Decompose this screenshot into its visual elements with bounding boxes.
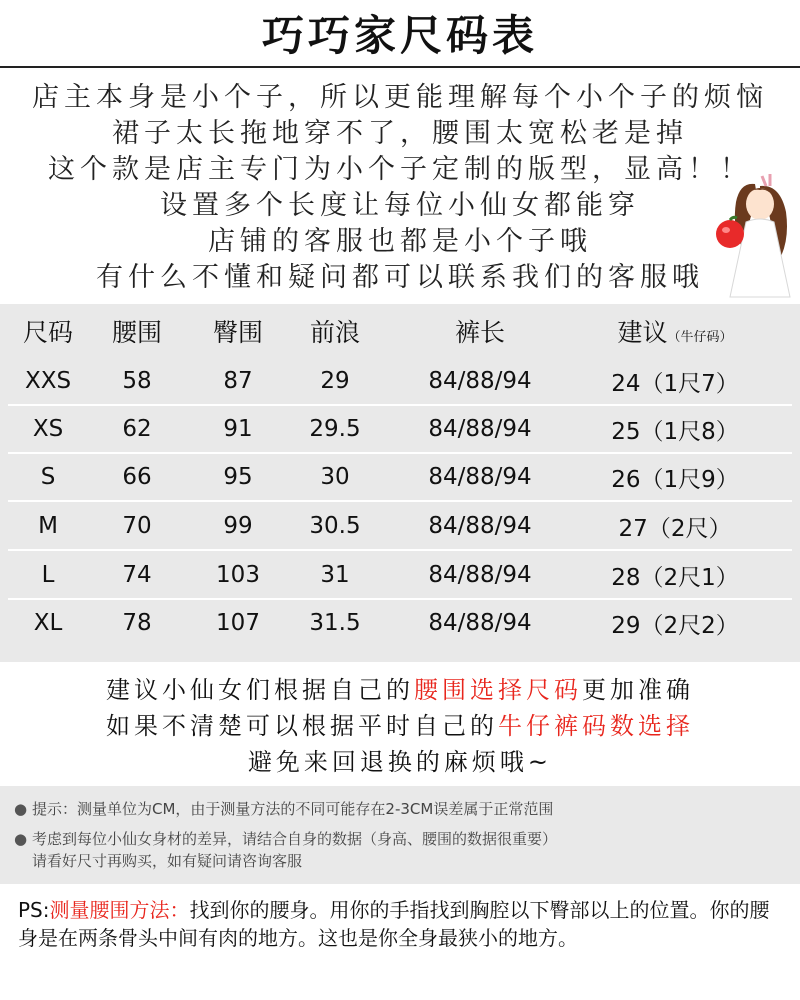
- cell-waist: 78: [122, 610, 152, 636]
- tips-panel: [0, 786, 800, 884]
- intro-text-block: [0, 72, 800, 300]
- intro-line: 裙子太长拖地穿不了，腰围太宽松老是掉: [112, 118, 688, 149]
- cell-suggestion: 29（2尺2）: [611, 612, 739, 639]
- tip-text: 请看好尺寸再购买，如有疑问请咨询客服: [32, 852, 303, 870]
- row-divider: [8, 404, 792, 406]
- ps-highlight: 测量腰围方法：: [49, 898, 190, 922]
- intro-line: 有什么不懂和疑问都可以联系我们的客服哦: [96, 262, 704, 293]
- cell-waist: 74: [122, 562, 152, 588]
- header-suggestion-hint: （牛仔码）: [667, 330, 733, 345]
- intro-line: 这个款是店主专门为小个子定制的版型，显高！！: [48, 154, 752, 185]
- cell-length: 84/88/94: [428, 368, 532, 394]
- cell-hip: 103: [216, 562, 260, 588]
- row-divider: [8, 500, 792, 502]
- cell-suggestion: 28（2尺1）: [611, 564, 739, 591]
- cell-waist: 62: [122, 416, 152, 442]
- size-table: [0, 304, 800, 662]
- tip-item: [32, 850, 772, 872]
- cell-hip: 91: [223, 416, 253, 442]
- cell-waist: 70: [122, 513, 152, 539]
- cell-length: 84/88/94: [428, 513, 532, 539]
- cell-suggestion: 26（1尺9）: [611, 466, 739, 493]
- title-divider: [0, 66, 800, 68]
- header-suggestion-label: 建议: [617, 318, 668, 347]
- intro-line: 店主本身是小个子，所以更能理解每个小个子的烦恼: [32, 82, 768, 113]
- header-size: 尺码: [22, 318, 73, 347]
- cell-suggestion: 25（1尺8）: [611, 418, 739, 445]
- page-title: 巧巧家尺码表: [261, 11, 538, 60]
- cell-length: 84/88/94: [428, 562, 532, 588]
- cell-suggestion: 27（2尺）: [618, 515, 732, 542]
- ps-text: 找到你的腰身。用你的手指找到胸腔以下臀部以上的位置。你的腰身是在两条骨头中间有肉的地方。这也是你全身最狭小的地方。: [18, 898, 770, 950]
- cell-waist: 58: [122, 368, 152, 394]
- tip-text: 提示：测量单位为CM，由于测量方法的不同可能存在2-3CM误差属于正常范围: [32, 800, 554, 818]
- girl-with-apple-illustration: [700, 172, 800, 302]
- sizing-advice: [0, 672, 800, 782]
- cell-front-rise: 29: [320, 368, 350, 394]
- cell-hip: 95: [223, 464, 253, 490]
- ps-label: PS:: [18, 898, 50, 922]
- advice-text: 更加准确: [582, 676, 694, 704]
- tip-text: 考虑到每位小仙女身材的差异，请结合自身的数据（身高、腰围的数据很重要）: [32, 830, 558, 848]
- table-row: [0, 556, 800, 594]
- table-row: [0, 604, 800, 642]
- advice-line: [0, 708, 800, 744]
- cell-length: 84/88/94: [428, 610, 532, 636]
- cell-hip: 107: [216, 610, 260, 636]
- cell-front-rise: 31.5: [309, 610, 361, 636]
- advice-text: 建议小仙女们根据自己的: [106, 676, 414, 704]
- advice-text: 如果不清楚可以根据平时自己的: [106, 712, 498, 740]
- advice-highlight: 腰围选择尺码: [414, 676, 582, 704]
- cell-front-rise: 30.5: [309, 513, 361, 539]
- advice-line: 避免来回退换的麻烦哦~: [247, 748, 553, 776]
- cell-size: S: [40, 464, 56, 490]
- cell-length: 84/88/94: [428, 464, 532, 490]
- table-header-row: [0, 312, 800, 350]
- cell-suggestion: 24（1尺7）: [611, 370, 739, 397]
- cell-front-rise: 31: [320, 562, 350, 588]
- waist-measure-note: [18, 896, 782, 952]
- cell-front-rise: 29.5: [309, 416, 361, 442]
- cell-size: XL: [33, 610, 63, 636]
- table-row: [0, 458, 800, 496]
- advice-line: [0, 672, 800, 708]
- header-hip: 臀围: [212, 318, 263, 347]
- cell-size: M: [38, 513, 58, 539]
- header-waist: 腰围: [111, 318, 162, 347]
- intro-line: 设置多个长度让每位小仙女都能穿: [160, 190, 640, 221]
- row-divider: [8, 549, 792, 551]
- cell-size: L: [41, 562, 55, 588]
- header-length: 裤长: [454, 318, 505, 347]
- tip-item: [14, 828, 772, 850]
- cell-hip: 87: [223, 368, 253, 394]
- table-row: [0, 410, 800, 448]
- cell-length: 84/88/94: [428, 416, 532, 442]
- intro-line: 店铺的客服也都是小个子哦: [208, 226, 592, 257]
- header-suggestion: [585, 313, 765, 349]
- bullet-icon: ●: [14, 800, 28, 818]
- cell-hip: 99: [223, 513, 253, 539]
- advice-highlight: 牛仔裤码数选择: [498, 712, 694, 740]
- tip-item: [14, 798, 772, 820]
- cell-size: XS: [32, 416, 64, 442]
- row-divider: [8, 452, 792, 454]
- cell-waist: 66: [122, 464, 152, 490]
- table-row: [0, 362, 800, 400]
- cell-size: XXS: [24, 368, 72, 394]
- header-front-rise: 前浪: [309, 318, 360, 347]
- row-divider: [8, 598, 792, 600]
- cell-front-rise: 30: [320, 464, 350, 490]
- table-row: [0, 507, 800, 545]
- bullet-icon: ●: [14, 830, 28, 848]
